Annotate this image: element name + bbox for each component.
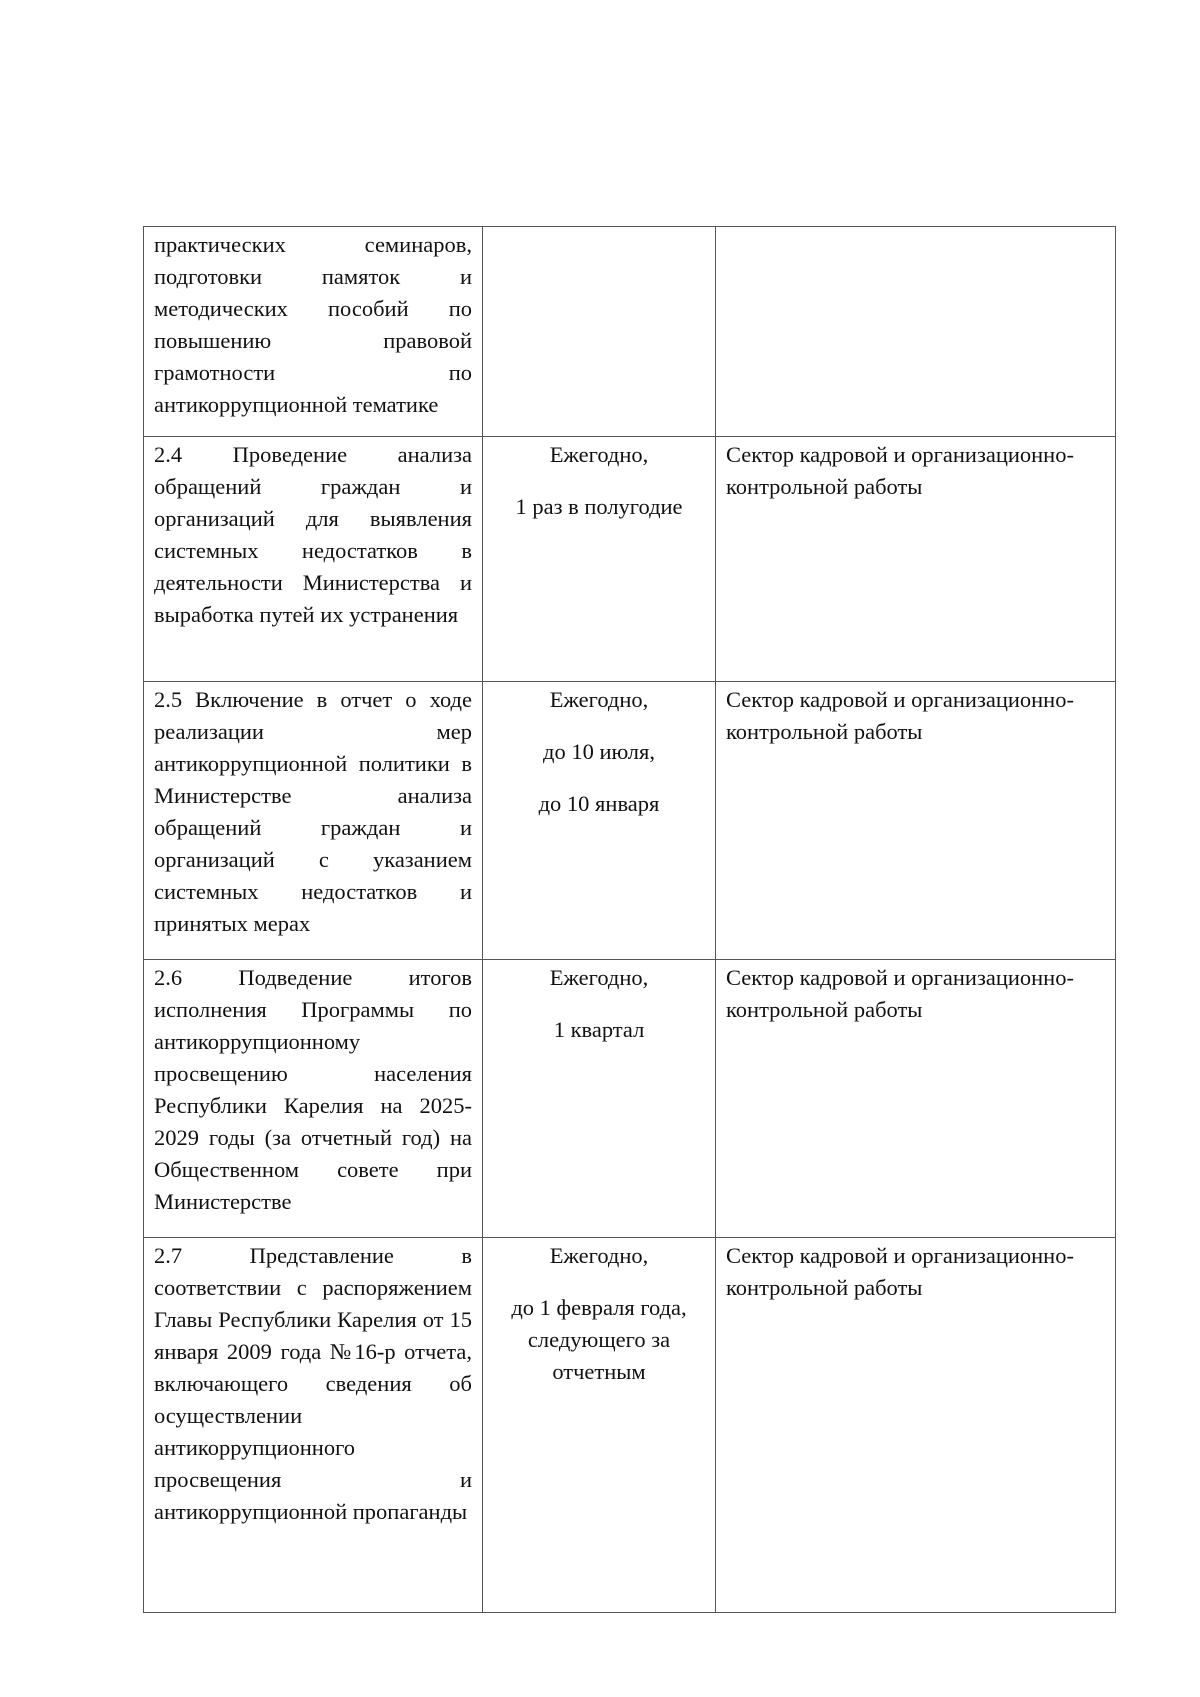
measure-term (483, 682, 716, 960)
term-line: Ежегодно, (549, 687, 649, 712)
measure-responsible: Сектор кадровой и организационно-контрольной работы (716, 682, 1116, 960)
term-line: Ежегодно, (549, 442, 649, 467)
measure-responsible (716, 227, 1116, 437)
term-line: Ежегодно, (549, 965, 649, 990)
term-line: до 10 января (538, 791, 660, 816)
measure-description: 2.7 Представление в соответствии с распоряжением Главы Республики Карелия от 15 января 2009 года №16-р отчета, включающего сведения об осуществлении антикоррупционного просвещения и антикоррупционной пропаганды (144, 1238, 483, 1613)
plan-table-body (144, 227, 1116, 1613)
measure-responsible: Сектор кадровой и организационно-контрольной работы (716, 437, 1116, 682)
plan-table (143, 226, 1116, 1613)
term-line: до 1 февраля года, следующего за отчетным (511, 1295, 687, 1384)
measure-term (483, 960, 716, 1238)
measure-description: 2.4 Проведение анализа обращений граждан и организаций для выявления системных недостатков в деятельности Министерства и выработка путей их устранения (144, 437, 483, 682)
measure-term (483, 1238, 716, 1613)
table-row (144, 227, 1116, 437)
measure-term (483, 227, 716, 437)
measure-description: практических семинаров, подготовки памяток и методических пособий по повышению правовой грамотности по антикоррупционной тематике (144, 227, 483, 437)
measure-responsible: Сектор кадровой и организационно-контрольной работы (716, 960, 1116, 1238)
table-row (144, 682, 1116, 960)
measure-responsible: Сектор кадровой и организационно-контрольной работы (716, 1238, 1116, 1613)
measure-description: 2.5 Включение в отчет о ходе реализации мер антикоррупционной политики в Министерстве анализа обращений граждан и организаций с указанием системных недостатков и принятых мерах (144, 682, 483, 960)
table-row (144, 960, 1116, 1238)
table-row (144, 437, 1116, 682)
term-line: 1 квартал (553, 1017, 645, 1042)
term-line: 1 раз в полугодие (515, 494, 683, 519)
measure-term (483, 437, 716, 682)
term-line: Ежегодно, (549, 1243, 649, 1268)
table-row (144, 1238, 1116, 1613)
measure-description: 2.6 Подведение итогов исполнения Программы по антикоррупционному просвещению населения Республики Карелия на 2025-2029 годы (за отчетный год) на Общественном совете при Министерстве (144, 960, 483, 1238)
term-line: до 10 июля, (543, 739, 655, 764)
